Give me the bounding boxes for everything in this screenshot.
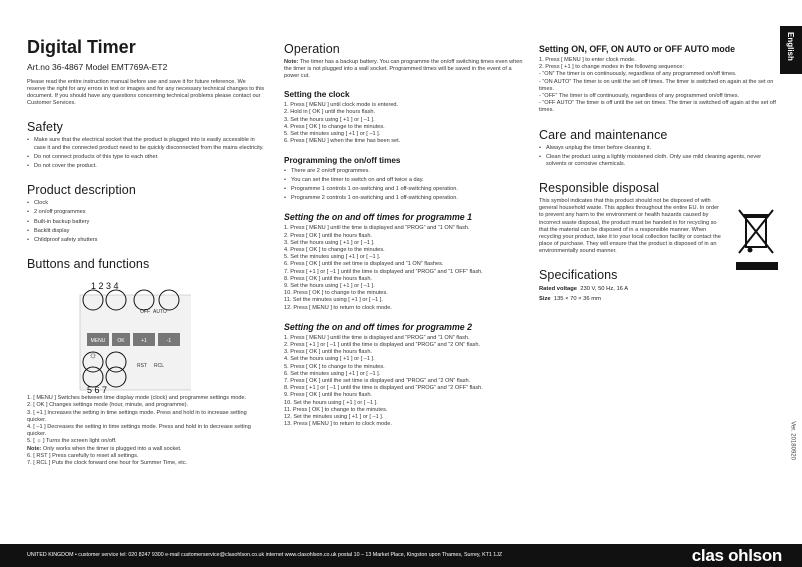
page-title: Digital Timer — [27, 37, 136, 57]
off-label: OFF — [140, 309, 150, 316]
prog2-steps — [284, 335, 524, 429]
modes-heading: Setting ON, OFF, ON AUTO or OFF AUTO mode — [539, 44, 735, 54]
list-item: 5. [ ☼ ] Turns the screen light on/off. — [27, 438, 117, 445]
list-item: 6. Set the minutes using [ +1 ] or [ –1 ]. — [284, 370, 381, 377]
specs-heading: Specifications — [539, 267, 618, 282]
care-list — [539, 145, 779, 169]
footer — [0, 544, 802, 567]
list-item: • Programme 2 controls 1 on-switching and 1 off-switching operation. — [284, 195, 524, 202]
list-item: 1. Press [ MENU ] until the time is displayed and “PROG” and “1 ON” flash. — [284, 225, 470, 232]
list-item: 1. Press [ MENU ] until the time is displayed and “PROG” and “1 ON” flash. — [284, 334, 470, 341]
buttons-heading: Buttons and functions — [27, 257, 150, 272]
list-item: • Always unplug the timer before cleaning it. — [539, 145, 779, 152]
list-item: 3. Set the hours using [ +1 ] or [ –1 ]. — [284, 239, 375, 246]
clock-heading: Setting the clock — [284, 90, 350, 100]
list-item: • There are 2 on/off programmes. — [284, 168, 524, 175]
language-label: English — [786, 32, 795, 61]
list-item: 13. Press [ MENU ] to return to clock mode. — [284, 421, 392, 428]
product-list — [27, 200, 265, 244]
intro-text: Please read the entire instruction manual before use and save it for future reference. We reserve the right for any errors in text or images and for any necessary technical changes to this document. If you should have any questions concerning technical problems please contact our Customer Services. — [27, 79, 265, 107]
list-item: 3. Press [ OK ] until the hours flash. — [284, 349, 372, 356]
modes-steps — [539, 57, 779, 115]
list-item: 2. Press [ OK ] until the hours flash. — [284, 232, 372, 239]
version-label: Ver. 20180920 — [790, 421, 796, 460]
list-item: 8. Press [ OK ] until the hours flash. — [284, 275, 372, 282]
light-icon: ☼ — [88, 350, 98, 362]
list-item: 7. [ RCL ] Puts the clock forward one hour for Summer Time, etc. — [27, 460, 188, 467]
list-item: 6. Press [ MENU ] when the time has been set. — [284, 138, 401, 145]
list-item-note — [27, 446, 265, 453]
callout-top-numbers: 1 2 3 4 — [91, 281, 119, 292]
list-item: • Built-in backup battery — [27, 219, 265, 226]
list-item: • Do not cover the product. — [27, 163, 265, 170]
spec-size — [539, 296, 779, 302]
list-item: 4. Set the hours using [ +1 ] or [ –1 ]. — [284, 356, 375, 363]
list-item: 1. [ MENU ] Switches between time display mode (clock) and programme settings mode. — [27, 395, 247, 402]
callout-bottom-numbers: 5 6 7 — [87, 385, 108, 396]
list-item: • Clock — [27, 200, 265, 207]
programming-heading: Programming the on/off times — [284, 155, 401, 165]
note-text: Only works when the timer is plugged into a wall socket. — [41, 445, 182, 452]
list-item: • Childproof safety shutters — [27, 237, 265, 244]
spec-size-label: Size — [539, 295, 551, 302]
rst-label: RST — [137, 363, 147, 370]
list-item: 2. Hold in [ OK ] until the hours flash. — [284, 109, 376, 116]
operation-heading: Operation — [284, 42, 340, 56]
list-item: 9. Set the hours using [ +1 ] or [ –1 ]. — [284, 282, 375, 289]
ok-key-label: OK — [117, 338, 125, 345]
note-label: Note: — [27, 445, 42, 452]
list-item: • Programme 1 controls 1 on-switching and 1 off-switching operation. — [284, 186, 524, 193]
list-item: • Clean the product using a lightly moistened cloth. Only use mild cleaning agents, never solvents or corrosive chemicals. — [539, 154, 779, 168]
plus-key-label: +1 — [141, 338, 147, 345]
list-item: 3. [ +1 ] Increases the setting in time settings mode. Press and hold in to increase setting quicker. — [27, 409, 247, 423]
list-item: 7. Press [ +1 ] or [ –1 ] until the time is displayed and “PROG” and “1 OFF” flash. — [284, 268, 483, 275]
minus-key-label: -1 — [166, 338, 172, 345]
list-item: • Do not connect products of this type to each other. — [27, 154, 265, 161]
rcl-label: RCL — [154, 363, 165, 370]
list-item: 11. Set the minutes using [ +1 ] or [ –1 ]. — [284, 297, 383, 304]
language-tab — [780, 26, 802, 74]
list-item: 5. Set the minutes using [ +1 ] or [ –1 ]. — [284, 254, 381, 261]
disposal-heading: Responsible disposal — [539, 181, 660, 196]
list-item: 10. Set the hours using [ +1 ] or [ –1 ]. — [284, 399, 378, 406]
safety-heading: Safety — [27, 120, 64, 135]
list-item: 4. [ –1 ] Decreases the setting in time settings mode. Press and hold in to decrease setting quicker. — [27, 424, 251, 438]
list-item: 9. Press [ OK ] until the hours flash. — [284, 392, 372, 399]
spec-voltage — [539, 286, 779, 292]
programming-list — [284, 168, 524, 203]
timer-buttons-diagram — [27, 275, 191, 395]
list-item: 3. Set the hours using [ +1 ] or [ –1 ]. — [284, 116, 375, 123]
list-item: - “ON AUTO” The timer is on until the set off times. The timer is switched on again at the set on times. — [539, 78, 774, 92]
spec-voltage-value: 230 V, 50 Hz, 16 A — [580, 285, 629, 292]
list-item: • You can set the timer to switch on and off twice a day. — [284, 177, 524, 184]
list-item: • Make sure that the electrical socket that the product is plugged into is easily accessible in case it and the connected product need to be quickly disconnected from the mains electricity. — [27, 137, 265, 151]
prog1-steps — [284, 225, 524, 311]
list-item: 10. Press [ OK ] to change to the minutes. — [284, 290, 388, 297]
list-item: 8. Press [ +1 ] or [ –1 ] until the time is displayed and “PROG” and “2 OFF” flash. — [284, 385, 483, 392]
product-heading: Product description — [27, 183, 136, 198]
operation-note — [284, 59, 524, 80]
list-item: • Backlit display — [27, 228, 265, 235]
clock-steps — [284, 102, 524, 145]
weee-bin-icon — [736, 207, 778, 270]
menu-key-label: MENU — [90, 338, 106, 345]
column-left — [27, 0, 265, 467]
spec-size-value: 135 × 70 × 36 mm — [553, 295, 601, 302]
list-item: 7. Press [ OK ] until the set time is displayed and “PROG” and “2 ON” flash. — [284, 377, 471, 384]
list-item: - “ON” The timer is on continuously, regardless of any programmed on/off times. — [539, 71, 737, 78]
list-item: 4. Press [ OK ] to change to the minutes. — [284, 123, 385, 130]
list-item: 1. Press [ MENU ] to enter clock mode. — [539, 57, 636, 63]
auto-label: AUTO — [153, 309, 167, 316]
list-item: 6. Press [ OK ] until the set time is displayed and “1 ON” flashes. — [284, 261, 444, 268]
list-item: 2. Press [ +1 ] to change modes in the following sequence: — [539, 64, 685, 71]
safety-list — [27, 137, 265, 170]
prog2-heading: Setting the on and off times for programme 2 — [284, 321, 473, 332]
list-item: 1. Press [ MENU ] until clock mode is entered. — [284, 102, 399, 109]
spec-voltage-label: Rated voltage — [539, 285, 578, 292]
list-item: 6. [ RST ] Press carefully to reset all settings. — [27, 452, 139, 459]
list-item: - “OFF” The timer is off continuously, regardless of any programmed on/off times. — [539, 93, 740, 100]
list-item: - “OFF AUTO” The timer is off until the set on times. The timer is switched off again at the set off times. — [539, 100, 776, 114]
care-heading: Care and maintenance — [539, 127, 668, 142]
list-item: 2. [ OK ] Changes settings mode (hour, minute, and programme). — [27, 402, 189, 409]
buttons-list — [27, 395, 265, 467]
list-item: 4. Press [ OK ] to change to the minutes. — [284, 246, 385, 253]
list-item: • 2 on/off programmes — [27, 209, 265, 216]
brand-logo: clas ohlson — [691, 546, 782, 565]
list-item: 11. Press [ OK ] to change to the minutes. — [284, 406, 388, 413]
list-item: 2. Press [ +1 ] or [ –1 ] until the time is displayed and “PROG” and “2 ON” flash. — [284, 341, 481, 348]
article-number: Art.no 36-4867 Model EMT769A-ET2 — [27, 62, 168, 72]
footer-contact: UNITED KINGDOM • customer service tel: 020 8247 9300 e-mail customerservice@clasohlson.co.uk internet www.clasohlson.co.uk postal 10 – 13 Market Place, Kingston upon Thames, Surrey, KT1 1JZ — [27, 552, 503, 558]
note-label: Note: — [284, 59, 299, 65]
device-illustration — [27, 275, 191, 395]
note-text: The timer has a backup battery. You can programme the on/off switching times even when the timer is not plugged into a wall socket. Programmed times will be saved in the event of a power cut. — [284, 59, 523, 80]
list-item: 5. Press [ OK ] to change to the minutes. — [284, 363, 385, 370]
disposal-text: This symbol indicates that this product should not be disposed of with general household waste. This applies throughout the entire EU. In order to prevent any harm to the environment or health hazards caused by incorrect waste disposal, the product must be handed in for recycling so that the material can be disposed of in a responsible manner. When recycling your product, take it to your local collection facility or contact the place of purchase. They will ensure that the product is disposed of in an environmentally sound manner. — [539, 198, 721, 254]
list-item: 12. Press [ MENU ] to return to clock mode. — [284, 304, 392, 311]
prog1-heading: Setting the on and off times for programme 1 — [284, 212, 473, 223]
list-item: 12. Set the minutes using [ +1 ] or [ –1 ]. — [284, 413, 384, 420]
column-middle — [284, 0, 524, 428]
list-item: 5. Set the minutes using [ +1 ] or [ –1 ]. — [284, 131, 381, 138]
